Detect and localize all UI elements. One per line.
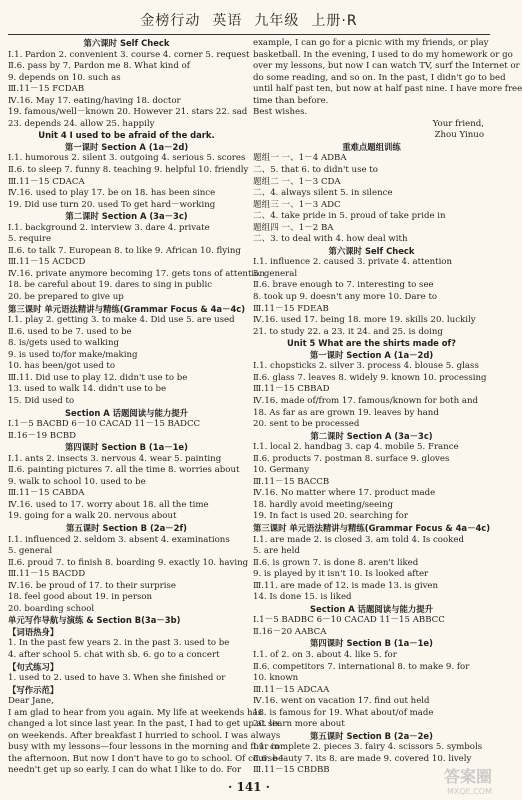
answer-line: Ⅰ.1. background 2. interview 3. dare 4. private [8,222,210,233]
answer-line: 二、4. take pride in 5. proud of take pride in [253,211,446,222]
answer-line: 19. famous/well－known 20. However 21. stars 22. sad [8,107,248,118]
answer-line: 9. is used to/for make/making [8,349,138,360]
answer-line: Ⅰ.1. are made 2. is closed 3. am told 4. Is cooked [253,534,464,545]
answer-line: Ⅲ.11－15 CDACA [8,176,85,187]
answer-line: Ⅰ.1. of 2. on 3. about 4. like 5. for [253,649,397,660]
answer-line: do some reading, and so on. In the past, I didn't go to bed [253,72,506,83]
answer-line: 4. after school 5. chat with sb. 6. go to a concert [8,649,220,660]
answer-line: Ⅰ.1. play 2. getting 3. to make 4. Did use 5. are used [8,315,235,326]
answer-line: Ⅱ.6. used to be 7. used to be [8,326,132,337]
section-heading: 【句式练习】 [8,661,59,672]
answer-line: Ⅰ.1. local 2. handbag 3. cap 4. mobile 5. France [253,442,459,453]
answer-line: Ⅰ.1. chopsticks 2. silver 3. process 4. blouse 5. glass [253,361,479,372]
section-heading: 第四课时 Section B (1a－1e) [65,442,188,453]
answer-line: 20. learn more about [253,719,345,730]
answer-line: 18. feel good about 19. in person [8,592,153,603]
answer-line: time than before. [253,95,329,106]
answer-line: Dear Jane, [8,696,54,707]
answer-line: 21. to study 22. a 23. it 24. and 25. is doing [253,326,443,337]
answer-line: 13. used to walk 14. didn't use to be [8,384,167,395]
answer-line: Ⅱ.16－19 BCBD [8,430,77,441]
answer-line: Ⅲ.11－15 BACCB [253,476,330,487]
answer-line: 20. be prepared to give up [8,292,124,303]
answer-line: Ⅱ.6. is grown 7. is done 8. aren't liked [253,557,419,568]
answer-line: Ⅲ.11－15 CABDA [8,488,85,499]
answer-line: Ⅳ.16. May 17. eating/having 18. doctor [8,95,181,106]
answer-line: 题组一 一、1－4 ADBA [253,153,347,164]
answer-line: 15. Did used to [8,395,75,406]
watermark-main: 答案圈 [443,767,492,786]
answer-line: Ⅱ.6. proud 7. to finish 8. boarding 9. exactly 10. having [8,557,249,568]
answer-line: over my lessons, but now I can watch TV, surf the Internet or [253,61,520,72]
answer-line: 10. known [253,673,299,684]
answer-line: 9. walk to school 10. used to be [8,476,146,487]
answer-line: Ⅳ.16. used 17. being 18. more 19. skills 20. luckily [253,315,476,326]
answer-line: 题组二 一、1－3 CDA [253,176,341,187]
answer-line: example, I can go for a picnic with my friends, or play [253,38,489,48]
answer-line: Ⅱ.6. to sleep 7. funny 8. teaching 9. helpful 10. friendly [8,165,249,176]
section-heading: 第五课时 Section B (2a－2f) [66,522,187,533]
answer-line: on weekends. After breakfast I hurried to school. I was always [8,730,281,741]
watermark-sub: MXQE.COM [446,787,492,796]
answer-line: Ⅳ.16. went on vacation 17. find out held [253,696,430,707]
page-header [8,6,490,35]
answer-line: 18. As far as are grown 19. leaves by hand [253,407,439,418]
answer-line: Best wishes. [253,107,308,118]
answer-line: 20. sent to be processed [253,419,360,430]
answer-line: 14. Is done 15. is liked [253,592,352,603]
section-heading: 第一课时 Section A (1a－2d) [64,141,189,152]
answer-line: Ⅱ.16－20 AABCA [253,626,327,637]
section-heading: 【词语热身】 [8,626,59,637]
answer-line: 题组三 一、1－3 ADC [253,199,341,210]
answer-line: Ⅳ.16. used to 17. worry about 18. all the time [8,499,209,510]
answer-line: Ⅲ.11－15 FCDAB [8,84,85,95]
answer-line: Ⅰ.1－5 BACBD 6－10 CACAD 11－15 BADCC [8,419,201,430]
answer-line: needn't get up so early. I can do what I like to do. For [8,765,242,776]
header-grade: 九年级 [254,13,300,29]
page-number: · 141 · [228,780,270,794]
watermark-logo [444,764,492,796]
answer-line: 19. going for a walk 20. nervous about [8,511,177,522]
answer-line: Ⅲ.11. are made of 12. is made 13. is given [253,580,439,591]
answer-line: 18. is famous for 19. What about/of made [253,707,434,718]
answer-line: Ⅰ.1. complete 2. pieces 3. fairy 4. scissors 5. symbols [253,742,483,753]
answer-columns [8,38,522,777]
answer-line: 题组四 一、1－2 BA [253,222,334,233]
answer-line: 19. In fact is used 20. searching for [253,511,408,522]
section-heading: Unit 4 I used to be afraid of the dark. [38,130,215,141]
answer-line: I am glad to hear from you again. My life at weekends has [8,707,263,718]
answer-line: Ⅰ.1. Pardon 2. convenient 3. course 4. corner 5. request [8,49,250,60]
answer-line: 5. general [253,268,298,279]
answer-line: Ⅰ.1. influenced 2. seldom 3. absent 4. examinations [8,534,230,545]
header-volume: 上册·R [311,13,358,29]
answer-line: Ⅲ.11－15 CBDBB [253,765,330,776]
right-column [253,38,522,777]
answer-line: 1. In the past few years 2. in the past 3. used to be [8,638,230,649]
answer-line: 5. general [8,546,53,557]
answer-line: 9. depends on 10. such as [8,72,121,83]
answer-line: 19. Did use turn 20. used To get hard－working [8,199,216,210]
answer-line: 9. is played by it isn't 10. Is looked after [253,569,429,580]
answer-line: Ⅱ.6. painting pictures 7. all the time 8. worries about [8,465,240,476]
answer-line: 1. used to 2. used to have 3. When she finished or [8,673,226,684]
answer-line: 20. boarding school [8,603,95,614]
header-subject: 英语 [212,13,243,29]
answer-line: 8. took up 9. doesn't any more 10. Dare to [253,292,438,303]
answer-line: basketball. In the evening, I used to do my homework or go [253,49,513,60]
answer-line: 18. be careful about 19. dares to sing in public [8,280,213,291]
section-heading: Unit 5 What are the shirts made of? [286,338,457,349]
section-heading: 第六课时 Self Check [83,38,170,48]
section-heading: Section A 话题阅读与能力提升 [310,603,433,614]
answer-line: Ⅳ.16. private anymore becoming 17. gets tons of attention [8,268,265,279]
answer-line: Your friend, [432,118,484,129]
answer-line: 5. require [8,234,52,245]
answer-line: Zhou Yinuo [434,130,484,141]
section-heading: 第二课时 Section A (3a－3c) [65,211,188,222]
section-heading: 第三课时 单元语法精讲与精练(Grammar Focus & 4a－4c) [253,522,491,533]
answer-line: Ⅰ.1. humorous 2. silent 3. outgoing 4. serious 5. scores [8,153,246,164]
answer-line: Ⅱ.6. pass by 7. Pardon me 8. What kind of [8,61,190,72]
answer-line: Ⅳ.16. made of/from 17. famous/known for both and [253,395,479,406]
answer-line: 10. Germany [253,465,310,476]
answer-line: Ⅱ.6. to talk 7. European 8. to like 9. African 10. flying [8,245,241,256]
answer-line: 18. hardly avoid meeting/seeing [253,499,393,510]
answer-line: Ⅱ.6. beauty 7. its 8. are made 9. covered 10. lively [253,753,472,764]
section-heading: 第二课时 Section A (3a－3c) [310,430,433,441]
answer-line: changed a lot since last year. In the past, I had to get up at six [8,719,280,730]
answer-line: 10. has been/got used to [8,361,116,372]
header-series: 金榜行动 [140,13,201,29]
section-heading: 第四课时 Section B (1a－1e) [310,638,433,649]
section-heading: 第一课时 Section A (1a－2d) [309,349,434,360]
answer-line: until half past ten, but now at half past nine. I have more free [253,84,522,95]
answer-line: Ⅳ.16. be proud of 17. to their surprise [8,580,176,591]
answer-line: Ⅲ.11－15 ADCAA [253,684,330,695]
section-heading: 第三课时 单元语法精讲与精练(Grammar Focus & 4a－4c) [8,303,246,314]
answer-line: 23. depends 24. allow 25. happily [8,118,155,129]
answer-line: Ⅲ.11－15 FDEAB [253,303,329,314]
answer-line: 8. is/gets used to walking [8,338,120,349]
answer-line: Ⅲ.11－15 CBBAD [253,384,330,395]
section-heading: 单元写作导航与演练 & Section B(3a－3b) [8,615,181,626]
section-heading: 重难点题组训练 [342,141,401,152]
answer-line: Ⅳ.16. No matter where 17. product made [253,488,436,499]
answer-line: Ⅰ.1－5 BADBC 6－10 CACAD 11－15 ABBCC [253,615,445,626]
answer-line: the afternoon. But now I don't have to go to school. Of course I [8,753,284,764]
section-heading: Section A 话题阅读与能力提升 [65,407,188,418]
answer-line: 5. are held [253,546,300,557]
answer-line: 二、5. that 6. to didn't use to [253,165,378,176]
section-heading: 第五课时 Section B (2a－2e) [310,730,433,741]
section-heading: 第六课时 Self Check [328,245,415,256]
answer-line: Ⅱ.6. brave enough to 7. interesting to see [253,280,434,291]
answer-line: 二、4. always silent 5. in silence [253,188,393,199]
answer-line: Ⅲ.11－15 ACDCD [8,257,86,268]
section-heading: 【写作示范】 [8,684,59,695]
answer-line: Ⅲ.11－15 BACDD [8,569,86,580]
answer-line: Ⅲ.11. Did use to play 12. didn't use to be [8,372,188,383]
answer-line: busy with my lessons—four lessons in the morning and four in [8,742,280,753]
answer-line: Ⅰ.1. ants 2. insects 3. nervous 4. wear 5. painting [8,453,222,464]
answer-line: Ⅳ.16. used to play 17. be on 18. has been since [8,188,216,199]
answer-line: Ⅱ.6. products 7. postman 8. surface 9. gloves [253,453,450,464]
answer-line: 二、3. to deal with 4. how deal with [253,234,408,245]
answer-line: Ⅱ.6. glass 7. leaves 8. widely 9. known 10. processing [253,372,487,383]
answer-line: Ⅱ.6. competitors 7. international 8. to make 9. for [253,661,470,672]
answer-line: Ⅰ.1. influence 2. caused 3. private 4. attention [253,257,453,268]
